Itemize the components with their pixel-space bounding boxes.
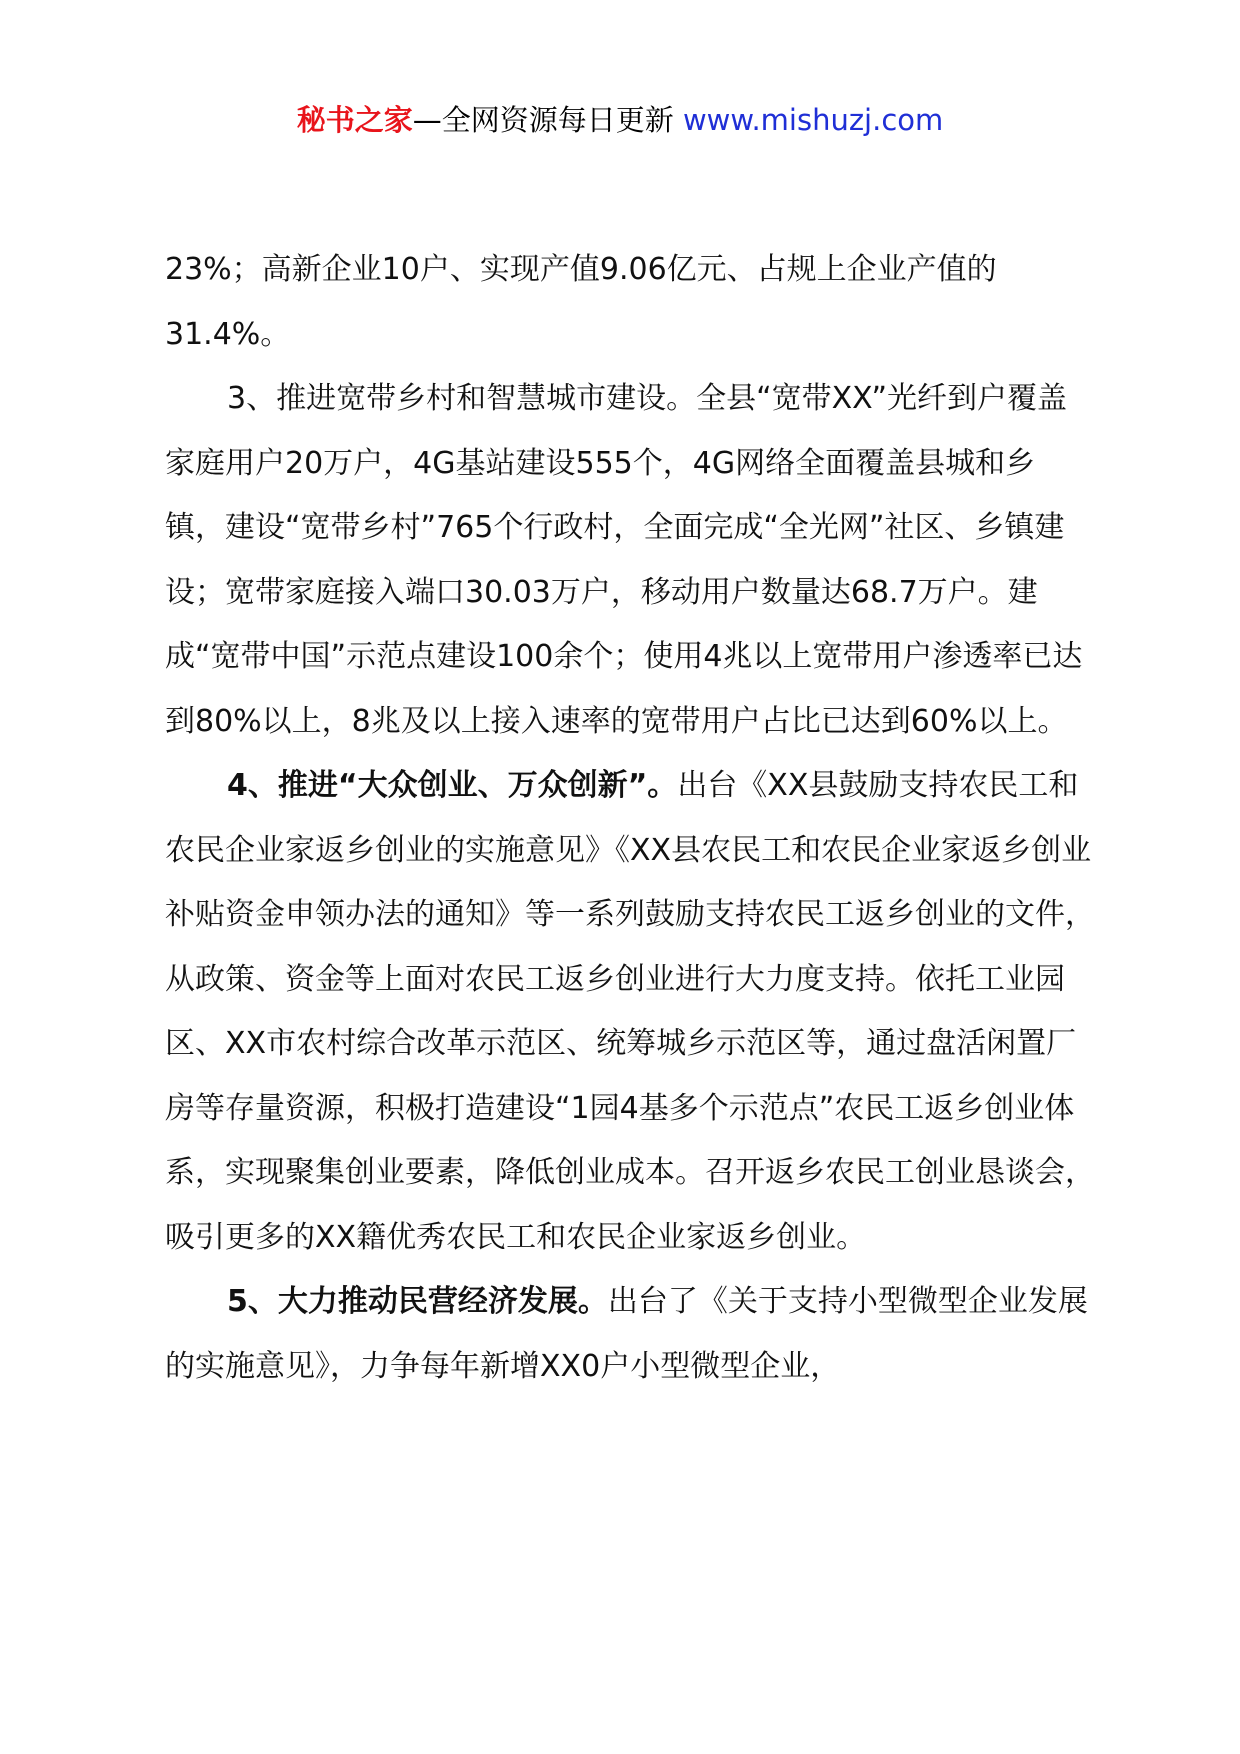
- paragraph-entrepreneurship: [165, 754, 1095, 1270]
- section-heading: 5、大力推动民营经济发展。: [227, 1284, 608, 1319]
- page-header: [0, 100, 1240, 140]
- paragraph-text: 23%；高新企业10户、实现产值9.06亿元、占规上企业产值的31.4%。: [165, 252, 997, 352]
- paragraph-text: 出台了《关于支持小型微型企业发展的实施意见》，力争每年新增XX0户小型微型企业，: [165, 1284, 1088, 1384]
- paragraph-continuation: [165, 238, 1095, 367]
- paragraph-text: 3、推进宽带乡村和智慧城市建设。全县“宽带XX”光纤到户覆盖家庭用户20万户，4G基站建设555个，4G网络全面覆盖县城和乡镇，建设“宽带乡村”765个行政村，全面完成“全光网”社区、乡镇建设；宽带家庭接入端口30.03万户，移动用户数量达68.7万户。建成“宽带中国”示范点建设100余个；使用4兆以上宽带用户渗透率已达到80%以上，8兆及以上接入速率的宽带用户占比已达到60%以上。: [165, 381, 1083, 739]
- paragraph-broadband: [165, 367, 1095, 754]
- section-heading: 4、推进“大众创业、万众创新”。: [227, 768, 678, 803]
- paragraph-private-economy: [165, 1270, 1095, 1399]
- site-brand: 秘书之家: [296, 103, 413, 137]
- site-slogan: —全网资源每日更新: [412, 103, 674, 137]
- site-url-link[interactable]: www.mishuzj.com: [682, 103, 944, 137]
- document-body: [165, 238, 1095, 1399]
- paragraph-text: 出台《XX县鼓励支持农民工和农民企业家返乡创业的实施意见》《XX县农民工和农民企业家返乡创业补贴资金申领办法的通知》等一系列鼓励支持农民工返乡创业的文件，从政策、资金等上面对农民工返乡创业进行大力度支持。依托工业园区、XX市农村综合改革示范区、统筹城乡示范区等，通过盘活闲置厂房等存量资源，积极打造建设“1园4基多个示范点”农民工返乡创业体系，实现聚集创业要素，降低创业成本。召开返乡农民工创业恳谈会，吸引更多的XX籍优秀农民工和农民企业家返乡创业。: [165, 768, 1095, 1255]
